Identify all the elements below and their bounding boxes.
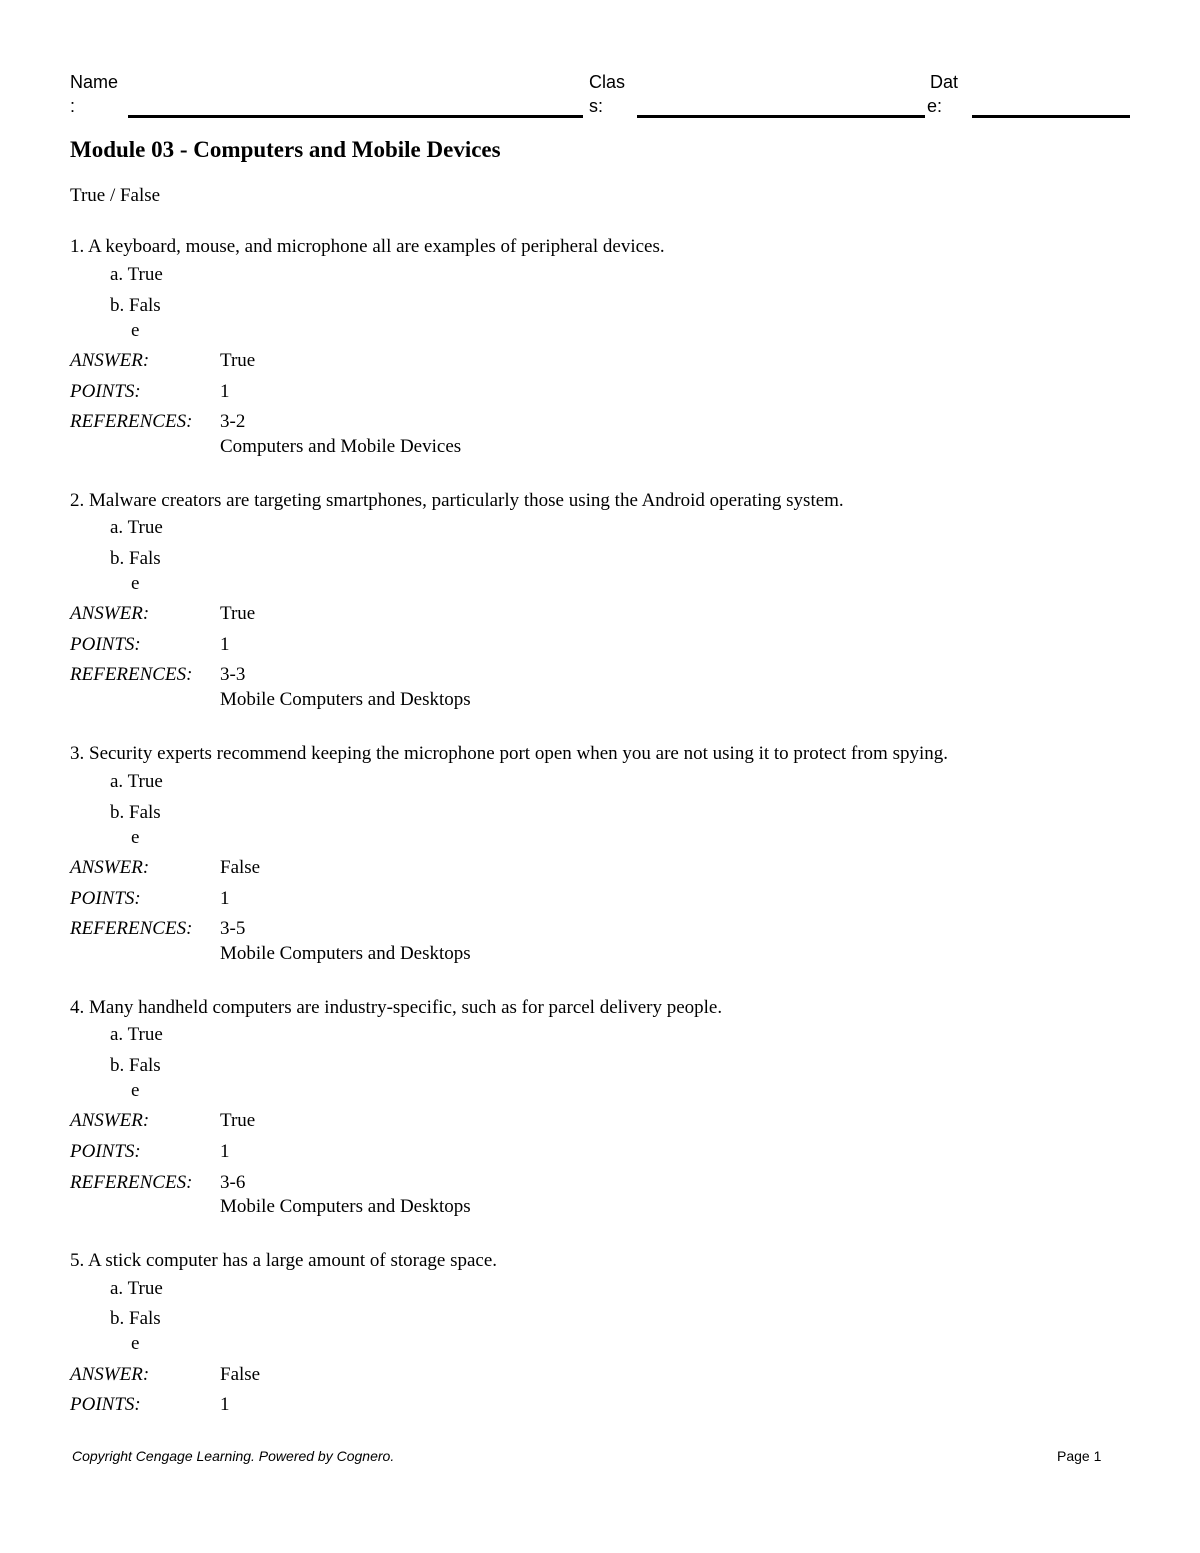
references-label: REFERENCES: bbox=[70, 1172, 193, 1193]
reference-title: Mobile Computers and Desktops bbox=[220, 943, 471, 964]
reference-code: 3-5 bbox=[220, 918, 246, 939]
references-label: REFERENCES: bbox=[70, 411, 193, 432]
date-field-line[interactable] bbox=[972, 115, 1130, 118]
option-b[interactable]: b. Fals bbox=[110, 295, 161, 316]
option-a[interactable]: a. True bbox=[110, 264, 163, 285]
class-label-suffix: s: bbox=[589, 96, 604, 116]
answer-label: ANSWER: bbox=[70, 1364, 150, 1385]
reference-code: 3-2 bbox=[220, 411, 246, 432]
option-b-wrap: e bbox=[131, 1333, 140, 1354]
points-label: POINTS: bbox=[70, 634, 141, 655]
reference-code: 3-3 bbox=[220, 664, 246, 685]
answer-value: True bbox=[220, 603, 256, 624]
page-number: Page 1 bbox=[1057, 1448, 1102, 1464]
option-a[interactable]: a. True bbox=[110, 1278, 163, 1299]
references-label: REFERENCES: bbox=[70, 918, 193, 939]
option-b[interactable]: b. Fals bbox=[110, 1308, 161, 1329]
option-a[interactable]: a. True bbox=[110, 771, 163, 792]
date-label-suffix: e: bbox=[927, 96, 943, 116]
references-label: REFERENCES: bbox=[70, 664, 193, 685]
section-heading: True / False bbox=[70, 185, 161, 206]
name-field-line[interactable] bbox=[128, 115, 583, 118]
points-value: 1 bbox=[220, 381, 230, 402]
question-stem: 4. Many handheld computers are industry-specific, such as for parcel delivery people. bbox=[70, 997, 723, 1018]
option-b[interactable]: b. Fals bbox=[110, 548, 161, 569]
reference-title: Mobile Computers and Desktops bbox=[220, 689, 471, 710]
question-stem: 3. Security experts recommend keeping the microphone port open when you are not using it to protect from spying. bbox=[70, 743, 949, 764]
option-b[interactable]: b. Fals bbox=[110, 802, 161, 823]
answer-value: False bbox=[220, 857, 261, 878]
class-label: Clas bbox=[589, 72, 626, 92]
option-b-wrap: e bbox=[131, 320, 140, 341]
points-label: POINTS: bbox=[70, 1141, 141, 1162]
page-title: Module 03 - Computers and Mobile Devices bbox=[70, 137, 501, 162]
name-label: Name bbox=[70, 72, 119, 92]
points-value: 1 bbox=[220, 888, 230, 909]
answer-value: False bbox=[220, 1364, 261, 1385]
question-stem: 5. A stick computer has a large amount of storage space. bbox=[70, 1250, 498, 1271]
points-label: POINTS: bbox=[70, 1394, 141, 1415]
class-field-line[interactable] bbox=[637, 115, 925, 118]
copyright-text: Copyright Cengage Learning. Powered by Cognero. bbox=[72, 1448, 395, 1464]
answer-value: True bbox=[220, 350, 256, 371]
option-a[interactable]: a. True bbox=[110, 517, 163, 538]
option-b-wrap: e bbox=[131, 827, 140, 848]
answer-label: ANSWER: bbox=[70, 1110, 150, 1131]
answer-label: ANSWER: bbox=[70, 603, 150, 624]
answer-value: True bbox=[220, 1110, 256, 1131]
points-label: POINTS: bbox=[70, 888, 141, 909]
reference-title: Computers and Mobile Devices bbox=[220, 436, 462, 457]
answer-label: ANSWER: bbox=[70, 350, 150, 371]
question-stem: 2. Malware creators are targeting smartphones, particularly those using the Android operating system. bbox=[70, 490, 844, 511]
option-b-wrap: e bbox=[131, 1080, 140, 1101]
name-label-colon: : bbox=[70, 96, 76, 116]
option-b[interactable]: b. Fals bbox=[110, 1055, 161, 1076]
reference-code: 3-6 bbox=[220, 1172, 246, 1193]
question-stem: 1. A keyboard, mouse, and microphone all are examples of peripheral devices. bbox=[70, 236, 665, 257]
date-label: Dat bbox=[930, 72, 959, 92]
option-a[interactable]: a. True bbox=[110, 1024, 163, 1045]
option-b-wrap: e bbox=[131, 573, 140, 594]
reference-title: Mobile Computers and Desktops bbox=[220, 1196, 471, 1217]
points-value: 1 bbox=[220, 634, 230, 655]
answer-label: ANSWER: bbox=[70, 857, 150, 878]
points-value: 1 bbox=[220, 1394, 230, 1415]
points-value: 1 bbox=[220, 1141, 230, 1162]
points-label: POINTS: bbox=[70, 381, 141, 402]
